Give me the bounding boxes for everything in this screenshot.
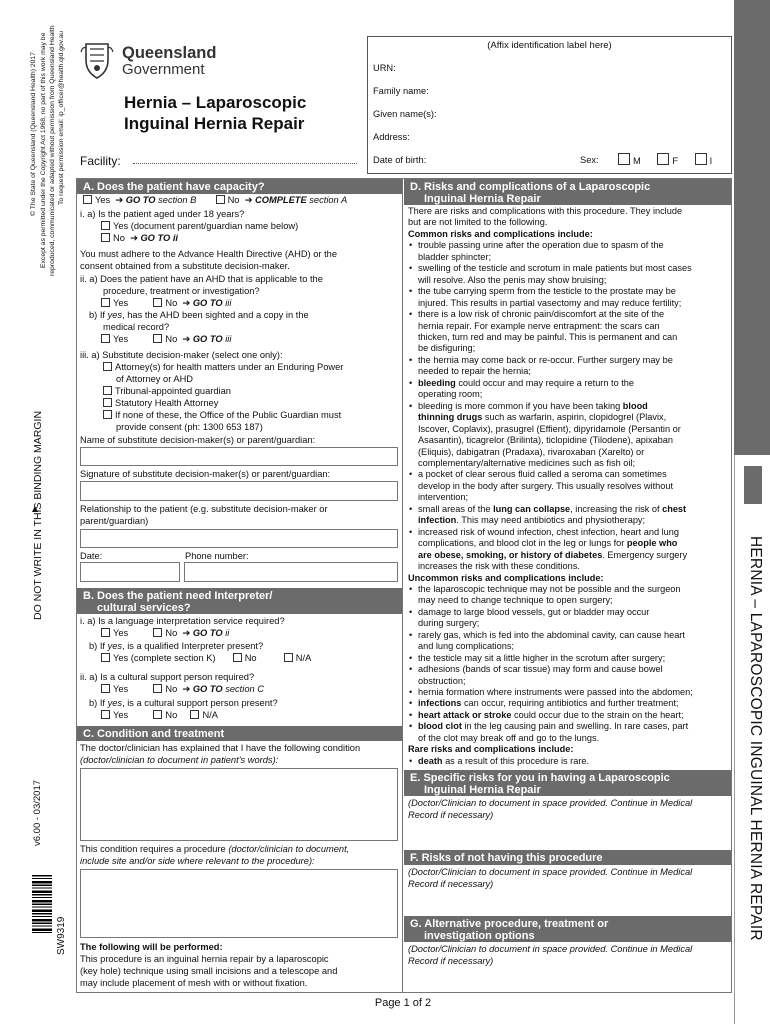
cultural-present-no-checkbox[interactable]	[153, 710, 162, 719]
arrow-icon: ➔	[179, 334, 193, 344]
cultural-present-yes-checkbox[interactable]	[101, 710, 110, 719]
risk-intro-1: There are risks and complications with this procedure. They include	[408, 206, 683, 216]
sex-label: Sex:	[580, 155, 599, 165]
section-f-input[interactable]	[404, 892, 731, 914]
phone-label: Phone number:	[185, 551, 249, 561]
form-code: SW9319	[56, 916, 67, 955]
section-g-note-2: Record if necessary)	[408, 956, 494, 966]
under-18-no-checkbox[interactable]	[101, 233, 110, 242]
uncommon-risks-heading: Uncommon risks and complications include:	[408, 572, 604, 583]
section-e-header: E. Specific risks for you in having a Laparoscopic Inguinal Hernia Repair	[404, 770, 731, 796]
performed-text-1: This procedure is an inguinal hernia repair by a laparoscopic	[80, 954, 329, 964]
risk-death: • death as a result of this procedure is rare.	[408, 756, 730, 767]
q-interpreter-present-row: Yes (complete section K) No N/A	[101, 653, 402, 664]
section-e-input[interactable]	[404, 823, 731, 848]
under-18-yes-checkbox[interactable]	[101, 221, 110, 230]
procedure-text: This condition requires a procedure (doctor/clinician to document,	[80, 844, 350, 854]
uncommon-risks-list-2	[408, 698, 730, 744]
copyright-line-2: Except as permitted under the Copyright Act 1968, no part of this work may be	[40, 32, 47, 268]
sdm-tribunal-checkbox[interactable]	[103, 386, 112, 395]
section-f-header: F. Risks of not having this procedure	[404, 850, 731, 865]
goto-dest: iii	[225, 298, 232, 308]
arrow-icon: ➔	[179, 628, 193, 638]
affix-label: (Affix identification label here)	[487, 40, 612, 51]
ahd-yes-label: Yes	[113, 298, 129, 308]
common-risks-heading: Common risks and complications include:	[408, 228, 593, 239]
org-name-line2: Government	[122, 61, 205, 78]
cultural-yes-checkbox[interactable]	[101, 684, 110, 693]
arrow-icon: ➔	[127, 233, 141, 243]
uncommon-item: • rarely gas, which is fed into the abdominal cavity, can cause heart and lung complications;	[408, 630, 730, 653]
sdm-name-label: Name of substitute decision-maker(s) or parent/guardian:	[80, 435, 316, 445]
sex-i-label: I	[709, 156, 713, 166]
address-label: Address:	[373, 132, 410, 142]
uncommon-item: • adhesions (bands of scar tissue) may form and cause bowel obstruction;	[408, 664, 730, 687]
section-b-header: B. Does the patient need Interpreter/ cultural services?	[77, 588, 402, 614]
capacity-yes-checkbox[interactable]	[83, 195, 92, 204]
uncommon-risks-list	[408, 584, 730, 699]
date-input[interactable]	[80, 562, 180, 582]
common-item: • swelling of the testicle and scrotum in male patients but most cases will resolve. Also the penis may show bruising;	[408, 263, 730, 286]
ahd-sighted-no-label: No	[165, 334, 178, 344]
risk-heart: • heart attack or stroke could occur due to the strain on the heart;	[408, 710, 730, 721]
common-item: • there is a low risk of chronic pain/discomfort at the site of the hernia repair. For example nerve entrapment: the scars can thicken, turn red and may be painful. This is permanent and can be disfiguring;	[408, 309, 730, 355]
risk-lung: • small areas of the lung can collapse, increasing the risk of chest infection. This may need antibiotics and physiotherapy;	[408, 504, 730, 527]
sdm-option-4: If none of these, the Office of the Public Guardian must	[103, 410, 402, 421]
under-18-yes-label: Yes (document parent/guardian name below)	[113, 221, 299, 231]
goto-dest: iii	[225, 334, 232, 344]
performed-text-3: may include placement of mesh with or without fixation.	[80, 978, 308, 988]
performed-label: The following will be performed:	[80, 942, 223, 952]
goto-text: GO TO	[125, 195, 156, 205]
uncommon-item: • the testicle may sit a little higher in the scrotum after surgery;	[408, 653, 730, 664]
interpreter-present-na-checkbox[interactable]	[284, 653, 293, 662]
arrow-icon: ➔	[112, 195, 126, 205]
common-risks-list	[408, 240, 730, 377]
ahd-yes-checkbox[interactable]	[101, 298, 110, 307]
rare-risks-heading: Rare risks and complications include:	[408, 744, 574, 755]
uncommon-item: • hernia formation where instruments were passed into the abdomen;	[408, 687, 730, 698]
section-a-capacity-row	[77, 195, 402, 206]
arrow-icon: ➔	[179, 298, 193, 308]
q-under-18-no-row	[101, 233, 402, 244]
procedure-note: include site and/or side where relevant to the procedure):	[80, 856, 315, 866]
qld-crest-icon	[80, 40, 114, 80]
right-margin-tab	[744, 466, 762, 504]
common-risks-list-2	[408, 378, 730, 573]
goto-text: GO TO	[192, 298, 223, 308]
uncommon-item: • damage to large blood vessels, gut or bladder may occur during surgery;	[408, 607, 730, 630]
section-d-body	[408, 206, 730, 767]
given-names-label: Given name(s):	[373, 109, 437, 119]
facility-input[interactable]	[133, 163, 357, 164]
sdm-option-1: Attorney(s) for health matters under an Enduring Power	[103, 362, 402, 373]
interpreter-present-yes-checkbox[interactable]	[101, 653, 110, 662]
side-title: HERNIA – LAPAROSCOPIC INGUINAL HERNIA REPAIR	[747, 536, 764, 941]
procedure-input[interactable]	[80, 869, 398, 938]
section-e-note-1: (Doctor/Clinician to document in space provided. Continue in Medical	[408, 798, 693, 808]
sdm-opg-checkbox[interactable]	[103, 410, 112, 419]
barcode	[32, 875, 52, 933]
relationship-label-2: parent/guardian)	[80, 516, 149, 526]
q-ahd-2: procedure, treatment or investigation?	[103, 286, 260, 296]
binding-margin-text: DO NOT WRITE IN THIS BINDING MARGIN	[32, 410, 44, 620]
sex-i-checkbox[interactable]	[695, 153, 707, 165]
phone-input[interactable]	[184, 562, 398, 582]
sex-f-label: F	[672, 156, 679, 166]
facility-label: Facility:	[80, 154, 121, 168]
sex-m-checkbox[interactable]	[618, 153, 630, 165]
sex-options	[618, 153, 712, 167]
sdm-option-1b: of Attorney or AHD	[116, 374, 193, 384]
ahd-sighted-yes-checkbox[interactable]	[101, 334, 110, 343]
org-name-line1: Queensland	[122, 44, 217, 62]
capacity-no-checkbox[interactable]	[216, 195, 225, 204]
sdm-attorney-checkbox[interactable]	[103, 362, 112, 371]
dob-label: Date of birth:	[373, 155, 427, 165]
sdm-name-input[interactable]	[80, 447, 398, 466]
q-interpreter-present: b) If yes, is a qualified Interpreter present?	[89, 641, 264, 651]
performed-text-2: (key hole) technique using small incisions and a telescope and	[80, 966, 338, 976]
sdm-signature-label: Signature of substitute decision-maker(s) or parent/guardian:	[80, 469, 331, 479]
q-sdm: iii. a) Substitute decision-maker (select one only):	[80, 350, 283, 360]
interpreter-no-checkbox[interactable]	[153, 628, 162, 637]
uncommon-item: • the laparoscopic technique may not be possible and the surgeon may need to change technique to open surgery;	[408, 584, 730, 607]
section-g-note-1: (Doctor/Clinician to document in space provided. Continue in Medical	[408, 944, 693, 954]
common-item: • the tube carrying sperm from the testicle to the prostate may be injured. This results in partial vasectomy and may reduce fertility;	[408, 286, 730, 309]
sex-m-label: M	[633, 156, 641, 166]
sex-f-checkbox[interactable]	[657, 153, 669, 165]
form-title-line1: Hernia – Laparoscopic	[124, 93, 307, 112]
sdm-option-3: Statutory Health Attorney	[103, 398, 402, 409]
risk-clot: • blood clot in the leg causing pain and swelling. In rare cases, part of the clot may break off and go to the lungs.	[408, 721, 730, 744]
date-label: Date:	[80, 551, 103, 561]
risk-blood-thinning: • bleeding is more common if you have been taking blood thinning drugs such as warfarin, aspirin, clopidogrel (Plavix, Iscover, Coplavix), prasugrel (Effient), dipyridamole (Persantin or Asasantin), ticagrelor (Brilinta), ticlopidine (Tilodene), apixaban (Eliquis), dabigatran (Pradaxa), rivaroxaban (Xarelto) or complementary/alternative medicines such as fish oil;	[408, 401, 730, 470]
q-ahd-1: ii. a) Does the patient have an AHD that is applicable to the	[80, 274, 323, 284]
ahd-note-2: consent obtained from a substitute decision-maker.	[80, 261, 290, 271]
section-f-note-1: (Doctor/Clinician to document in space provided. Continue in Medical	[408, 867, 693, 877]
risk-intro-2: but are not limited to the following.	[408, 217, 548, 228]
section-c-header: C. Condition and treatment	[77, 726, 402, 741]
complete-section-a: section A	[309, 195, 348, 205]
complete-text: COMPLETE	[255, 195, 307, 205]
relationship-input[interactable]	[80, 529, 398, 548]
capacity-yes-label: Yes	[95, 195, 111, 205]
ahd-no-label: No	[165, 298, 178, 308]
sdm-statutory-checkbox[interactable]	[103, 398, 112, 407]
form-title-line2: Inguinal Hernia Repair	[124, 114, 305, 133]
q-under-18: i. a) Is the patient aged under 18 years?	[80, 209, 245, 219]
section-e-note-2: Record if necessary)	[408, 810, 494, 820]
sdm-option-2: Tribunal-appointed guardian	[103, 386, 402, 397]
page-number: Page 1 of 2	[374, 997, 432, 1009]
condition-input[interactable]	[80, 768, 398, 841]
risk-wound: • increased risk of wound infection, chest infection, heart and lung complications, and blood clot in the leg or lungs for people who are obese, smoking, or history of diabetes. Emergency surgery increases the risk with these conditions.	[408, 527, 730, 573]
common-item: • the hernia may come back or re-occur. Further surgery may be needed to repair the hernia;	[408, 355, 730, 378]
ahd-note-1: You must adhere to the Advance Health Directive (AHD) or the	[80, 249, 338, 259]
q-under-18-yes-row	[101, 221, 402, 232]
cultural-no-checkbox[interactable]	[153, 684, 162, 693]
q-cultural-present-row: Yes No N/A	[101, 710, 402, 721]
q-cultural-present: b) If yes, is a cultural support person present?	[89, 698, 278, 708]
condition-note: (doctor/clinician to document in patient’s words):	[80, 755, 279, 765]
under-18-no-label: No	[113, 233, 125, 243]
copyright-line-1: © The State of Queensland (Queensland Health) 2017	[30, 52, 37, 216]
risk-bleeding: • bleeding could occur and may require a return to the operating room;	[408, 378, 730, 401]
ahd-no-checkbox[interactable]	[153, 298, 162, 307]
arrow-icon: ➔	[242, 195, 256, 205]
arrow-icon: ➔	[179, 684, 193, 694]
section-g-input[interactable]	[404, 969, 731, 992]
q-ahd-sighted-answer-row	[101, 334, 402, 345]
q-ahd-answer-row	[101, 298, 402, 309]
q-ahd-sighted-1: b) If yes, has the AHD been sighted and a copy in the	[89, 310, 309, 320]
section-d-header: D. Risks and complications of a Laparoscopic Inguinal Hernia Repair	[404, 179, 731, 205]
ahd-sighted-no-checkbox[interactable]	[153, 334, 162, 343]
q-cultural: ii. a) Is a cultural support person required?	[80, 672, 255, 682]
copyright-line-4: To request permission email: ip_officer@health.qld.gov.au	[58, 30, 65, 205]
goto-dest: ii	[172, 233, 179, 243]
sdm-signature-input[interactable]	[80, 481, 398, 501]
q-cultural-answer-row: Yes No ➔ GO TO section C	[101, 684, 402, 695]
section-a-header: A. Does the patient have capacity?	[77, 179, 402, 194]
copyright-line-3: reproduced, communicated or adapted without permission from Queensland Health	[49, 25, 56, 276]
q-ahd-sighted-2: medical record?	[103, 322, 170, 332]
condition-text: The doctor/clinician has explained that I have the following condition	[80, 743, 361, 753]
section-f-note-2: Record if necessary)	[408, 879, 494, 889]
ahd-sighted-yes-label: Yes	[113, 334, 129, 344]
family-name-label: Family name:	[373, 86, 429, 96]
goto-text: GO TO	[192, 334, 223, 344]
goto-text: GO TO	[140, 233, 171, 243]
urn-label: URN:	[373, 63, 396, 73]
cultural-present-na-checkbox[interactable]	[190, 710, 199, 719]
interpreter-present-no-checkbox[interactable]	[233, 653, 242, 662]
common-item: • trouble passing urine after the operation due to spasm of the bladder sphincter;	[408, 240, 730, 263]
section-g-header: G. Alternative procedure, treatment or investigation options	[404, 916, 731, 942]
rare-risks-list	[408, 756, 730, 767]
q-interpreter: i. a) Is a language interpretation service required?	[80, 616, 285, 626]
risk-infections: • infections can occur, requiring antibiotics and further treatment;	[408, 698, 730, 709]
version-text: v6.00 - 03/2017	[32, 779, 43, 846]
risk-seroma: • a pocket of clear serous fluid called a seroma can sometimes develop in the body after surgery. This usually resolves without intervention;	[408, 469, 730, 503]
q-interpreter-answer-row: Yes No ➔ GO TO ii	[101, 628, 402, 639]
interpreter-yes-checkbox[interactable]	[101, 628, 110, 637]
goto-section-b: section B	[158, 195, 197, 205]
relationship-label-1: Relationship to the patient (e.g. substitute decision-maker or	[80, 504, 328, 514]
sdm-option-4b: provide consent (ph: 1300 653 187)	[116, 422, 263, 432]
binding-arrow-icon	[32, 506, 38, 512]
capacity-no-label: No	[227, 195, 240, 205]
